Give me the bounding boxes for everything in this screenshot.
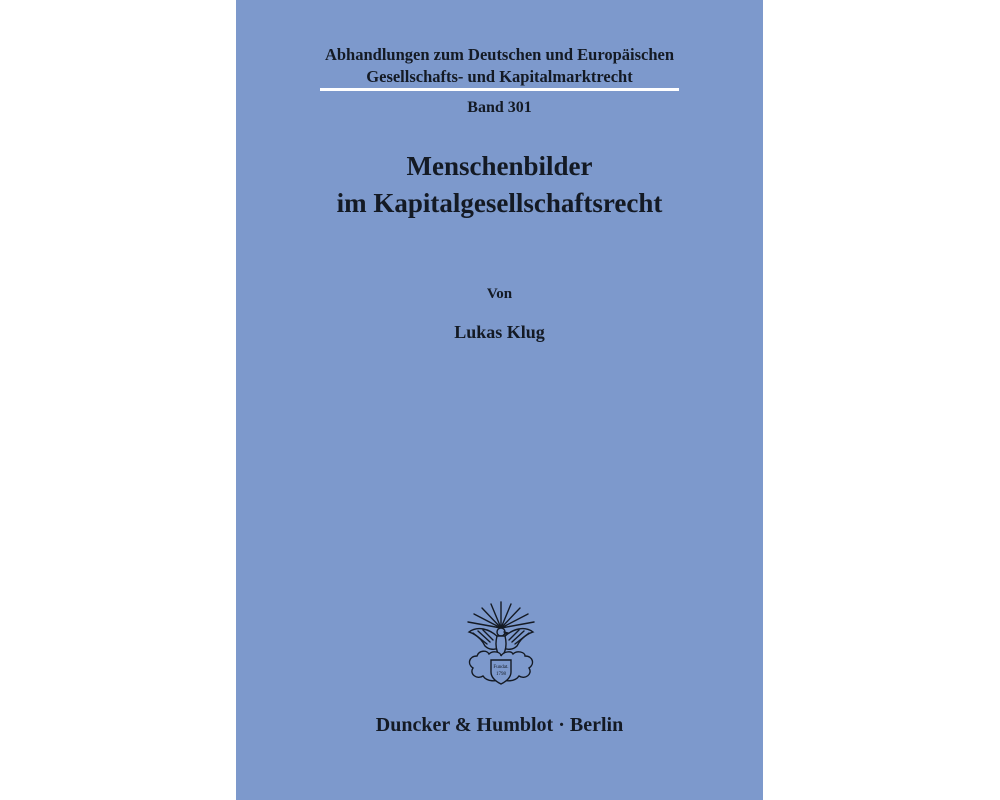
eagle-emblem-icon bbox=[461, 598, 541, 690]
series-title-line-1: Abhandlungen zum Deutschen und Europäischen bbox=[324, 45, 675, 64]
logo-text-line-2: 1798 bbox=[496, 672, 506, 677]
volume-number: Band 301 bbox=[467, 99, 532, 116]
publisher-imprint: Duncker & Humblot · Berlin bbox=[375, 714, 624, 736]
author-name: Lukas Klug bbox=[454, 322, 545, 342]
book-title-line-2: im Kapitalgesellschaftsrecht bbox=[336, 188, 663, 218]
logo-text-line-1: Fundat. bbox=[493, 665, 509, 670]
divider-rule bbox=[320, 88, 679, 91]
by-label: Von bbox=[486, 286, 513, 302]
series-title-line-2: Gesellschafts- und Kapitalmarktrecht bbox=[366, 67, 633, 86]
book-cover bbox=[236, 0, 763, 800]
book-title bbox=[236, 148, 763, 222]
series-title bbox=[236, 44, 763, 88]
book-title-line-1: Menschenbilder bbox=[406, 151, 593, 181]
